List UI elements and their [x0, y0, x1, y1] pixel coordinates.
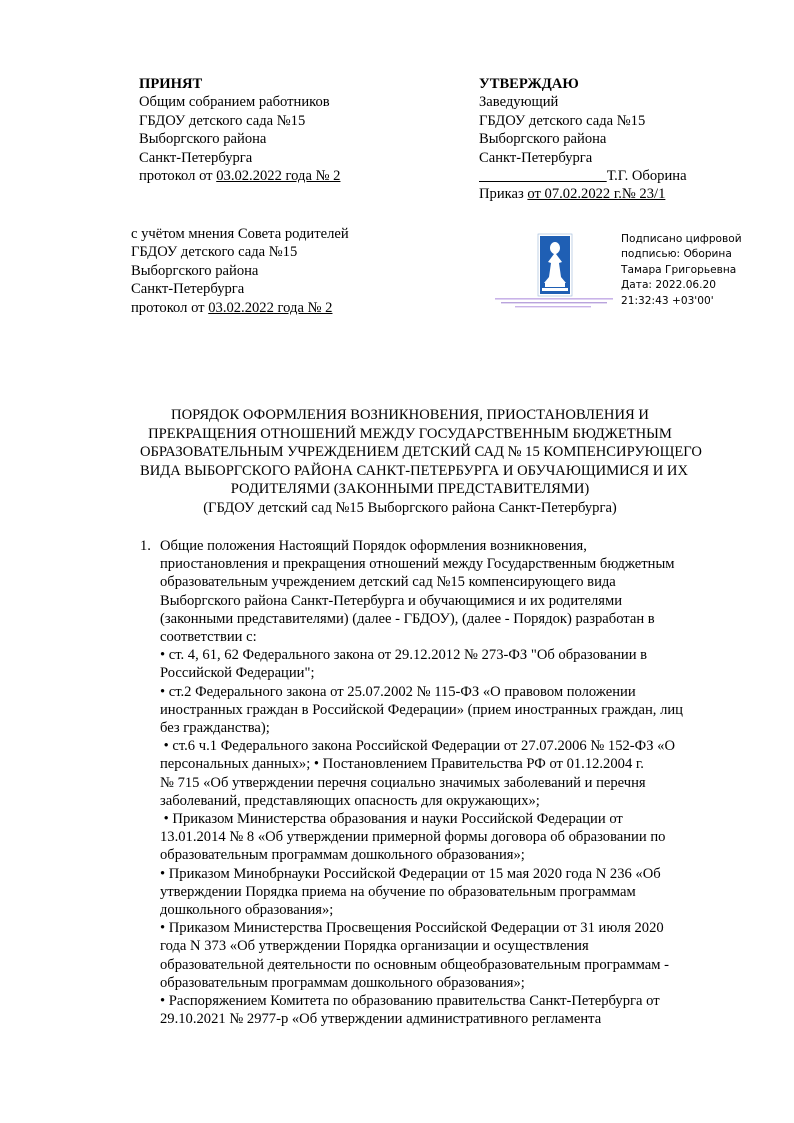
- paragraph-line: • ст. 4, 61, 62 Федерального закона от 29.12.2012 № 273-ФЗ "Об образовании в: [160, 647, 648, 664]
- approve-signer: Т.Г. Оборина: [606, 168, 687, 185]
- title-line: РОДИТЕЛЯМИ (ЗАКОННЫМИ ПРЕДСТАВИТЕЛЯМИ): [230, 481, 590, 498]
- paragraph-line: без гражданства);: [160, 720, 270, 737]
- accepted-line: ГБДОУ детского сада №15: [139, 112, 306, 129]
- paragraph-line: 29.10.2021 № 2977-р «Об утверждении административного регламента: [160, 1011, 602, 1028]
- council-block: [131, 225, 349, 317]
- title-line: ПРЕКРАЩЕНИЯ ОТНОШЕНИЙ МЕЖДУ ГОСУДАРСТВЕННЫМ БЮДЖЕТНЫМ: [148, 425, 672, 442]
- paragraph-line: персональных данных»; • Постановлением Правительства РФ от 01.12.2004 г.: [160, 756, 644, 773]
- council-protocol: [131, 299, 349, 317]
- signature-line: подписью: Оборина: [621, 248, 732, 261]
- paragraph-line: образовательной деятельности по основным общеобразовательным программам -: [160, 956, 669, 973]
- order-value: от 07.02.2022 г.№ 23/1: [527, 186, 666, 203]
- paragraph-line: иностранных граждан в Российской Федерации» (прием иностранных граждан, лиц: [160, 701, 683, 718]
- protocol-value: 03.02.2022 года № 2: [208, 299, 333, 316]
- signature-date: Дата: 2022.06.20: [621, 279, 717, 292]
- title-subtitle: (ГБДОУ детский сад №15 Выборгского района Санкт-Петербурга): [203, 499, 617, 516]
- paragraph-line: • Приказом Министерства образования и науки Российской Федерации от: [160, 811, 623, 828]
- section-body: [160, 537, 740, 1028]
- accepted-protocol: [139, 167, 340, 185]
- paragraph-line: дошкольного образования»;: [160, 902, 334, 919]
- approve-order: [479, 185, 687, 203]
- title-line: ВИДА ВЫБОРГСКОГО РАЙОНА САНКТ-ПЕТЕРБУРГА И ОБУЧАЮЩИМИСЯ И ИХ: [140, 462, 689, 479]
- protocol-value: 03.02.2022 года № 2: [216, 168, 341, 185]
- approve-line: Выборгского района: [479, 131, 607, 148]
- paragraph-line: образовательным программам дошкольного образования»;: [160, 847, 525, 864]
- approve-heading: УТВЕРЖДАЮ: [479, 76, 579, 92]
- paragraph-line: соответствии с:: [160, 629, 257, 646]
- paragraph-line: • Приказом Министерства Просвещения Российской Федерации от 31 июля 2020: [160, 920, 664, 937]
- accepted-heading: ПРИНЯТ: [139, 76, 203, 92]
- council-line: Санкт-Петербурга: [131, 281, 245, 298]
- approve-block: [479, 75, 687, 204]
- protocol-prefix: протокол от: [139, 168, 217, 185]
- paragraph-line: года N 373 «Об утверждении Порядка организации и осуществления: [160, 938, 589, 955]
- paragraph-line: заболеваний, представляющих опасность для окружающих»;: [160, 792, 540, 809]
- paragraph-line: 13.01.2014 № 8 «Об утверждении примерной формы договора об образовании по: [160, 829, 666, 846]
- signature-line: Тамара Григорьевна: [621, 263, 737, 276]
- paragraph-line: образовательным учреждением детский сад №15 компенсирующего вида: [160, 574, 616, 591]
- signature-info: [621, 232, 742, 309]
- document-title: [140, 406, 702, 518]
- approve-line: ГБДОУ детского сада №15: [479, 112, 646, 129]
- paragraph-line: № 715 «Об утверждении перечня социально значимых заболеваний и перечня: [160, 774, 646, 791]
- paragraph-line: образовательным программам дошкольного образования»;: [160, 974, 525, 991]
- accepted-block: [139, 75, 340, 185]
- signature-time: 21:32:43 +03'00': [621, 294, 714, 307]
- approve-signature-line: [479, 167, 687, 185]
- section-number: 1.: [140, 538, 151, 554]
- signature-line: Подписано цифровой: [621, 233, 742, 245]
- accepted-line: Выборгского района: [139, 131, 267, 148]
- order-prefix: Приказ: [479, 186, 528, 203]
- signature-blank: [479, 168, 607, 184]
- paragraph-line: • Распоряжением Комитета по образованию правительства Санкт-Петербурга от: [160, 993, 660, 1010]
- paragraph-line: Выборгского района Санкт-Петербурга и обучающимися и их родителями: [160, 592, 623, 609]
- paragraph-line: Общие положения Настоящий Порядок оформления возникновения,: [160, 538, 587, 554]
- title-line: ПОРЯДОК ОФОРМЛЕНИЯ ВОЗНИКНОВЕНИЯ, ПРИОСТАНОВЛЕНИЯ И: [171, 407, 649, 423]
- signature-seal-icon: [493, 230, 615, 314]
- protocol-prefix: протокол от: [131, 299, 209, 316]
- council-line: Выборгского района: [131, 262, 259, 279]
- paragraph-line: • ст.2 Федерального закона от 25.07.2002 № 115-ФЗ «О правовом положении: [160, 683, 636, 700]
- paragraph-line: • Приказом Минобрнауки Российской Федерации от 15 мая 2020 года N 236 «Об: [160, 865, 661, 882]
- paragraph-line: • ст.6 ч.1 Федерального закона Российской Федерации от 27.07.2006 № 152-ФЗ «О: [160, 738, 675, 755]
- paragraph-line: (законными представителями) (далее - ГБДОУ), (далее - Порядок) разработан в: [160, 610, 655, 627]
- council-line: ГБДОУ детского сада №15: [131, 244, 298, 261]
- approve-line: Санкт-Петербурга: [479, 149, 593, 166]
- paragraph-line: Российской Федерации";: [160, 665, 315, 682]
- title-line: ОБРАЗОВАТЕЛЬНЫМ УЧРЕЖДЕНИЕМ ДЕТСКИЙ САД № 15 КОМПЕНСИРУЮЩЕГО: [140, 444, 702, 461]
- accepted-line: Общим собранием работников: [139, 94, 330, 111]
- accepted-line: Санкт-Петербурга: [139, 149, 253, 166]
- paragraph-line: утверждении Порядка приема на обучение по образовательным программам: [160, 883, 636, 900]
- council-line: с учётом мнения Совета родителей: [131, 226, 349, 242]
- approve-line: Заведующий: [479, 94, 559, 111]
- paragraph-line: приостановления и прекращения отношений между Государственным бюджетным: [160, 556, 675, 573]
